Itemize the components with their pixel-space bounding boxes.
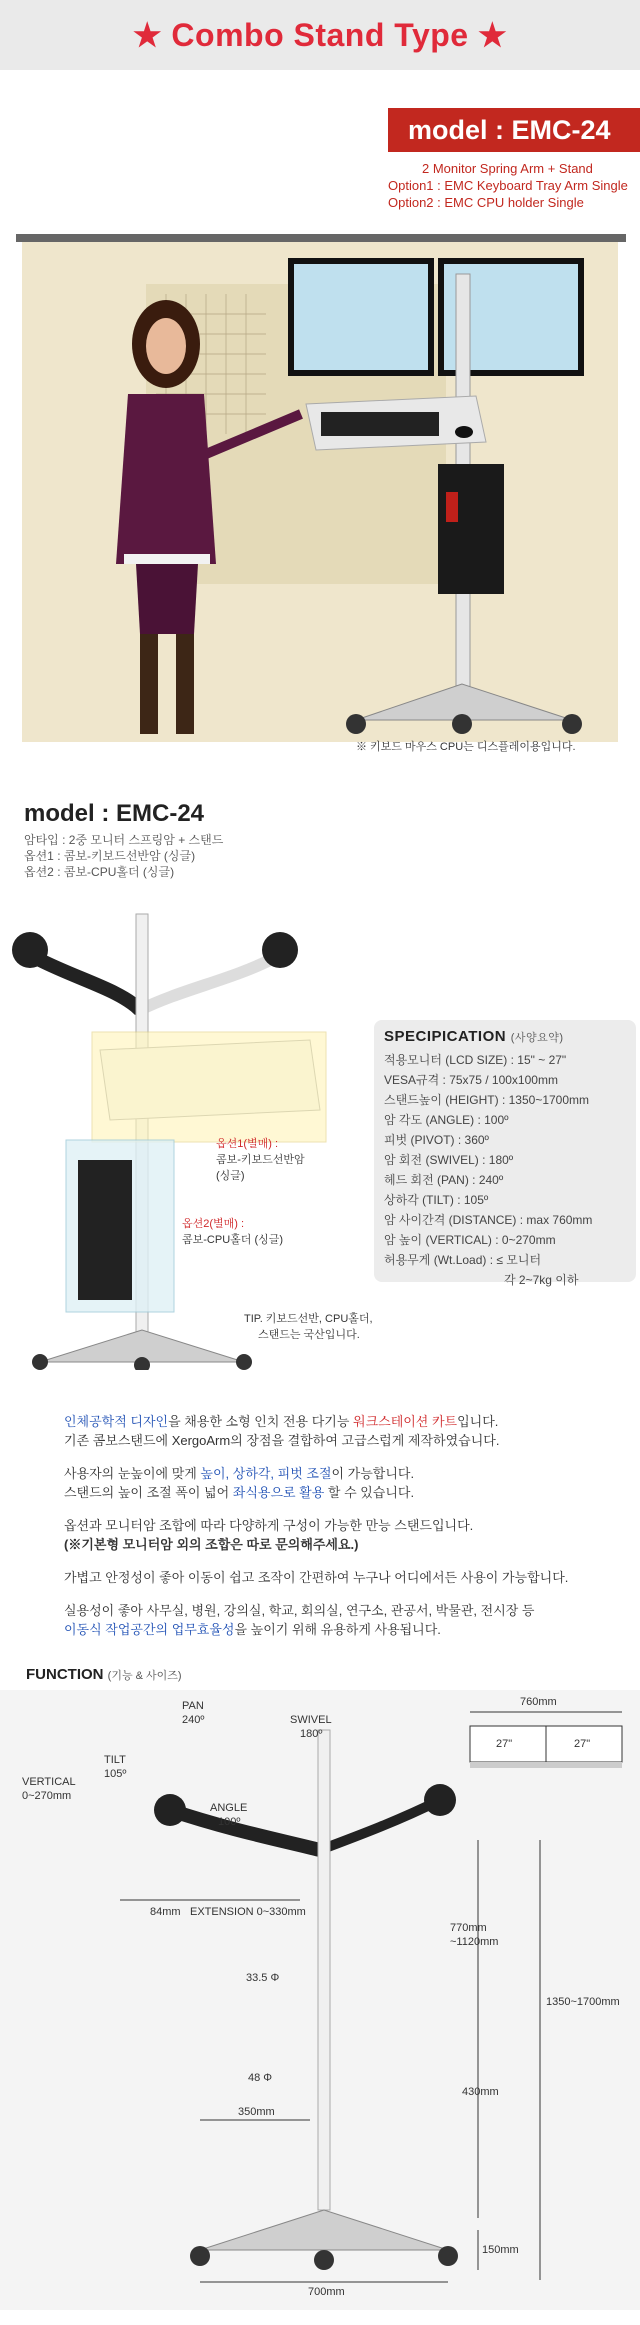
- tip-note: [244, 1310, 373, 1342]
- model-kr-lines: [24, 832, 223, 880]
- dim-84: 84mm: [150, 1906, 181, 1918]
- desc-p2-e: 좌식용으로 활용: [232, 1485, 325, 1500]
- spec-row: 헤드 회전 (PAN) : 240º: [384, 1173, 504, 1187]
- dim-phi335: 33.5 Φ: [246, 1972, 280, 1984]
- spec-row: 각 2~7kg 이하: [504, 1273, 579, 1287]
- dim-27a: 27": [496, 1738, 513, 1750]
- model-line-2: Option1 : EMC Keyboard Tray Arm Single: [388, 178, 628, 193]
- spec-list: [384, 1050, 632, 1290]
- hero-illustration: [16, 234, 626, 754]
- option1-desc2: (싱글): [216, 1170, 245, 1182]
- desc-p1-d: 입니다.: [457, 1414, 499, 1429]
- tip-line-2: 스탠드는 국산입니다.: [258, 1329, 360, 1341]
- spec-row: VESA규격 : 75x75 / 100x100mm: [384, 1073, 558, 1087]
- product-diagram: [0, 900, 370, 1370]
- option2-label: [182, 1215, 283, 1247]
- description: [64, 1412, 624, 1639]
- desc-p2-b: 높이, 상하각, 피벗 조절: [200, 1466, 332, 1481]
- dim-150: 150mm: [482, 2244, 519, 2256]
- desc-p5-line2: [64, 1620, 624, 1639]
- function-diagram: [0, 1690, 640, 2310]
- dim-pan-val: 240º: [182, 1714, 205, 1726]
- dim-700: 700mm: [308, 2286, 345, 2298]
- dim-extension: EXTENSION 0~330mm: [190, 1906, 306, 1918]
- option1-desc: 콤보-키보드선반암: [216, 1154, 305, 1166]
- desc-p3: 옵션과 모니터암 조합에 따라 다양하게 구성이 가능한 만능 스탠드입니다.: [64, 1518, 474, 1533]
- dim-tilt-val: 105º: [104, 1768, 127, 1780]
- spec-row: 암 높이 (VERTICAL) : 0~270mm: [384, 1233, 556, 1247]
- function-title-text: FUNCTION: [26, 1666, 104, 1683]
- dim-pan: PAN: [182, 1700, 204, 1712]
- option1-title: 옵션1(별매) :: [216, 1138, 279, 1150]
- desc-p5-b: 을 높이기 위해 유용하게 사용됩니다.: [234, 1622, 441, 1637]
- dim-350: 350mm: [238, 2106, 275, 2118]
- dim-angle-val: 100º: [218, 1816, 241, 1828]
- spec-row: 암 회전 (SWIVEL) : 180º: [384, 1153, 514, 1167]
- desc-p3-note: (※기본형 모니터암 외의 조합은 따로 문의해주세요.): [64, 1537, 359, 1552]
- spec-row: 스탠드높이 (HEIGHT) : 1350~1700mm: [384, 1093, 590, 1107]
- desc-p5: 실용성이 좋아 사무실, 병원, 강의실, 학교, 회의실, 연구소, 관공서, 박물관, 전시장 등: [64, 1603, 535, 1618]
- dim-1120: ~1120mm: [450, 1936, 499, 1948]
- desc-p1-b: 을 채용한 소형 인치 전용 다기능: [168, 1414, 354, 1429]
- function-subtitle: (기능 & 사이즈): [107, 1670, 182, 1682]
- model-options: [388, 160, 640, 211]
- dim-vertical: VERTICAL: [22, 1776, 76, 1788]
- dim-swivel-val: 180º: [300, 1728, 323, 1740]
- dim-angle: ANGLE: [210, 1802, 248, 1814]
- spec-row: 암 각도 (ANGLE) : 100º: [384, 1113, 509, 1127]
- model-kr-line-3: 옵션2 : 콤보-CPU홀더 (싱글): [24, 865, 175, 879]
- model-kr-line-2: 옵션1 : 콤보-키보드선반암 (싱글): [24, 849, 196, 863]
- spec-title: [384, 1028, 564, 1045]
- option2-title: 옵션2(별매) :: [182, 1218, 245, 1230]
- tip-line-1: TIP. 키보드선반, CPU홀더,: [244, 1313, 373, 1325]
- option2-desc: 콤보-CPU홀더 (싱글): [182, 1234, 284, 1246]
- dim-430: 430mm: [462, 2086, 499, 2098]
- spec-row: 암 사이간격 (DISTANCE) : max 760mm: [384, 1213, 593, 1227]
- desc-p2-a: 사용자의 눈높이에 맞게: [64, 1466, 201, 1481]
- dim-swivel: SWIVEL: [290, 1714, 332, 1726]
- spec-subtitle: (사양요약): [510, 1032, 564, 1044]
- function-title: [26, 1666, 182, 1683]
- function-panel: [0, 1690, 640, 2310]
- banner-title: ★ Combo Stand Type ★: [132, 17, 508, 53]
- dim-770: 770mm: [450, 1922, 487, 1934]
- stand-illustration: [0, 900, 370, 1370]
- desc-p2-d: 스탠드의 높이 조절 폭이 넓어: [64, 1485, 233, 1500]
- model-kr-line-1: 암타입 : 2중 모니터 스프링암 + 스탠드: [24, 833, 224, 847]
- spec-row: 허용무게 (Wt.Load) : ≤ 모니터: [384, 1253, 542, 1267]
- desc-p1-c: 워크스테이션 카트: [353, 1414, 458, 1429]
- spec-row: 상하각 (TILT) : 105º: [384, 1193, 489, 1207]
- dim-tilt: TILT: [104, 1754, 126, 1766]
- hero-scene: [16, 234, 640, 754]
- desc-p2-line2: [64, 1483, 624, 1502]
- top-banner: [0, 0, 640, 70]
- model-kr-title: model : EMC-24: [24, 800, 205, 827]
- desc-p1: [64, 1412, 624, 1431]
- dim-760: 760mm: [520, 1696, 557, 1708]
- model-line-1: 2 Monitor Spring Arm + Stand: [422, 161, 593, 176]
- dim-27b: 27": [574, 1738, 591, 1750]
- option1-label: [216, 1135, 305, 1183]
- desc-p5-a: 이동식 작업공간의 업무효율성: [64, 1622, 235, 1637]
- dim-1350: 1350~1700mm: [546, 1996, 620, 2008]
- desc-p1-line2: 기존 콤보스탠드에 XergoArm의 장점을 결합하여 고급스럽게 제작하였습니다.: [64, 1433, 500, 1448]
- spec-row: 피벗 (PIVOT) : 360º: [384, 1133, 489, 1147]
- desc-p2-f: 할 수 있습니다.: [324, 1485, 415, 1500]
- desc-p2: [64, 1464, 624, 1483]
- spec-row: 적용모니터 (LCD SIZE) : 15" ~ 27": [384, 1053, 567, 1067]
- dim-vertical-val: 0~270mm: [22, 1790, 72, 1802]
- dim-phi48: 48 Φ: [248, 2072, 273, 2084]
- model-badge: model : EMC-24: [388, 108, 640, 152]
- spec-title-text: SPECIPICATION: [384, 1028, 507, 1045]
- model-line-3: Option2 : EMC CPU holder Single: [388, 195, 584, 210]
- desc-p2-c: 이 가능합니다.: [331, 1466, 415, 1481]
- hero-caption: ※ 키보드 마우스 CPU는 디스플레이용입니다.: [356, 741, 576, 753]
- desc-p4: 가볍고 안정성이 좋아 이동이 쉽고 조작이 간편하여 누구나 어디에서든 사용이 가능합니다.: [64, 1570, 569, 1585]
- desc-p1-a: 인체공학적 디자인: [64, 1414, 169, 1429]
